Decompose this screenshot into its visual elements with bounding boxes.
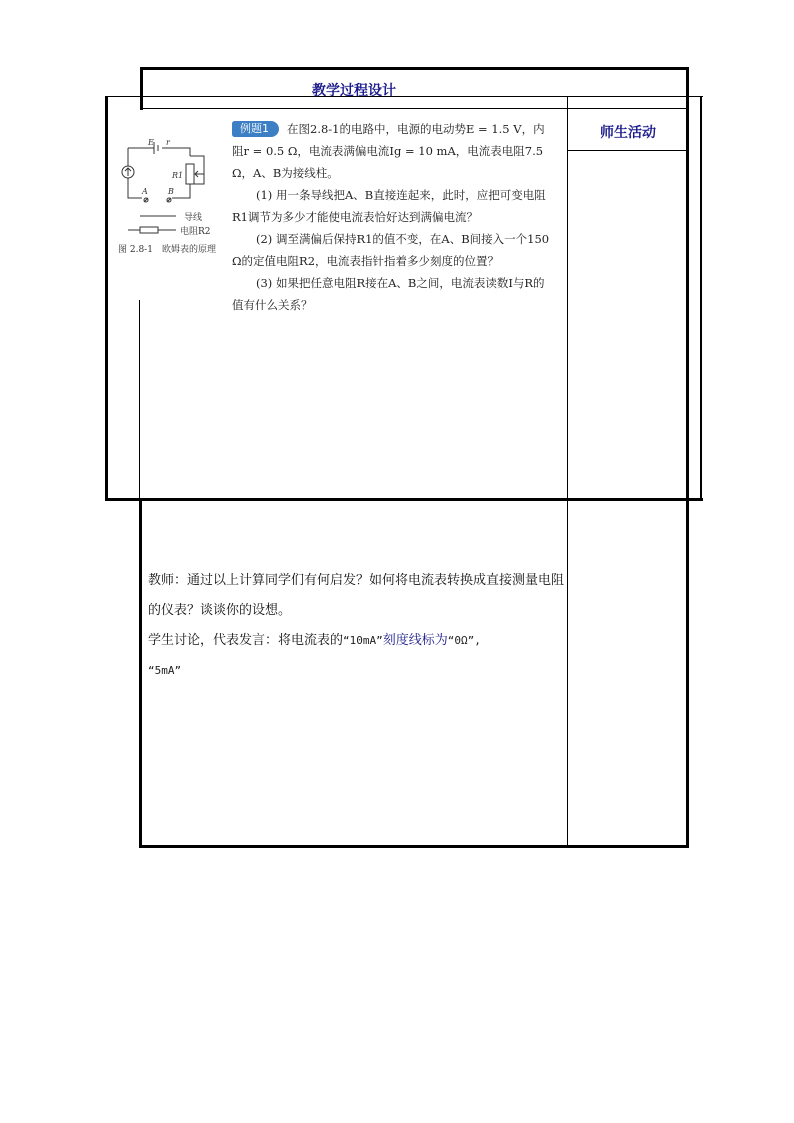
right-col-title-line — [568, 150, 686, 151]
column-divider — [567, 96, 568, 846]
label-e: E — [148, 138, 154, 147]
left-border-mid — [139, 300, 140, 500]
label-a: A — [142, 187, 148, 196]
inner-box-bottom — [105, 498, 703, 501]
top-border — [140, 67, 689, 70]
student-discussion — [148, 626, 568, 656]
label-r1: R1 — [172, 171, 184, 180]
discussion-mid: 刻度线标为 — [382, 633, 448, 648]
legend-resistor-label: 电阻R2 — [180, 227, 211, 237]
example-tag: 例题1 — [232, 121, 279, 137]
inner-box-right — [700, 96, 702, 501]
header-bottom — [140, 108, 689, 109]
legend-wire-label: 导线 — [184, 213, 203, 223]
example-problem — [232, 118, 552, 316]
example-question-3: (3) 如果把任意电阻R接在A、B之间，电流表读数I与R的值有什么关系？ — [232, 276, 545, 312]
label-r: r — [166, 138, 170, 147]
label-b: B — [168, 187, 174, 196]
quote-0ohm: “0Ω”, — [447, 634, 481, 647]
quote-5ma: “5mA” — [148, 664, 182, 677]
quote-10ma: “10mA” — [343, 634, 383, 647]
example-question-2: (2) 调至满偏后保持R1的值不变，在A、B间接入一个150 Ω的定值电阻R2，电流表指针指着多少刻度的位置？ — [232, 232, 550, 268]
example-question-1: (1) 用一条导线把A、B直接连起来，此时，应把可变电阻R1调节为多少才能使电流表恰好达到满偏电流？ — [232, 188, 546, 224]
student-discussion-cont — [148, 656, 568, 686]
section-title: 教学过程设计 — [312, 83, 396, 99]
example-intro: 在图2.8-1的电路中，电源的电动势E = 1.5 V，内阻r = 0.5 Ω，电流表满偏电流Ig = 10 mA，电流表电阻7.5 Ω，A、B为接线柱。 — [232, 122, 545, 180]
right-border — [686, 67, 689, 848]
teacher-student-activity-title: 师生活动 — [600, 125, 656, 141]
teacher-prompt: 教师：通过以上计算同学们有何启发？如何将电流表转换成直接测量电阻的仪表？谈谈你的设想。 — [148, 573, 565, 618]
lesson-body — [148, 566, 568, 686]
discussion-prefix: 学生讨论，代表发言：将电流表的 — [148, 633, 344, 648]
inner-box-left — [105, 96, 108, 501]
left-border-lower — [139, 501, 142, 848]
bottom-border — [139, 845, 689, 848]
figure-caption: 图 2.8-1 欧姆表的原理 — [118, 245, 216, 255]
